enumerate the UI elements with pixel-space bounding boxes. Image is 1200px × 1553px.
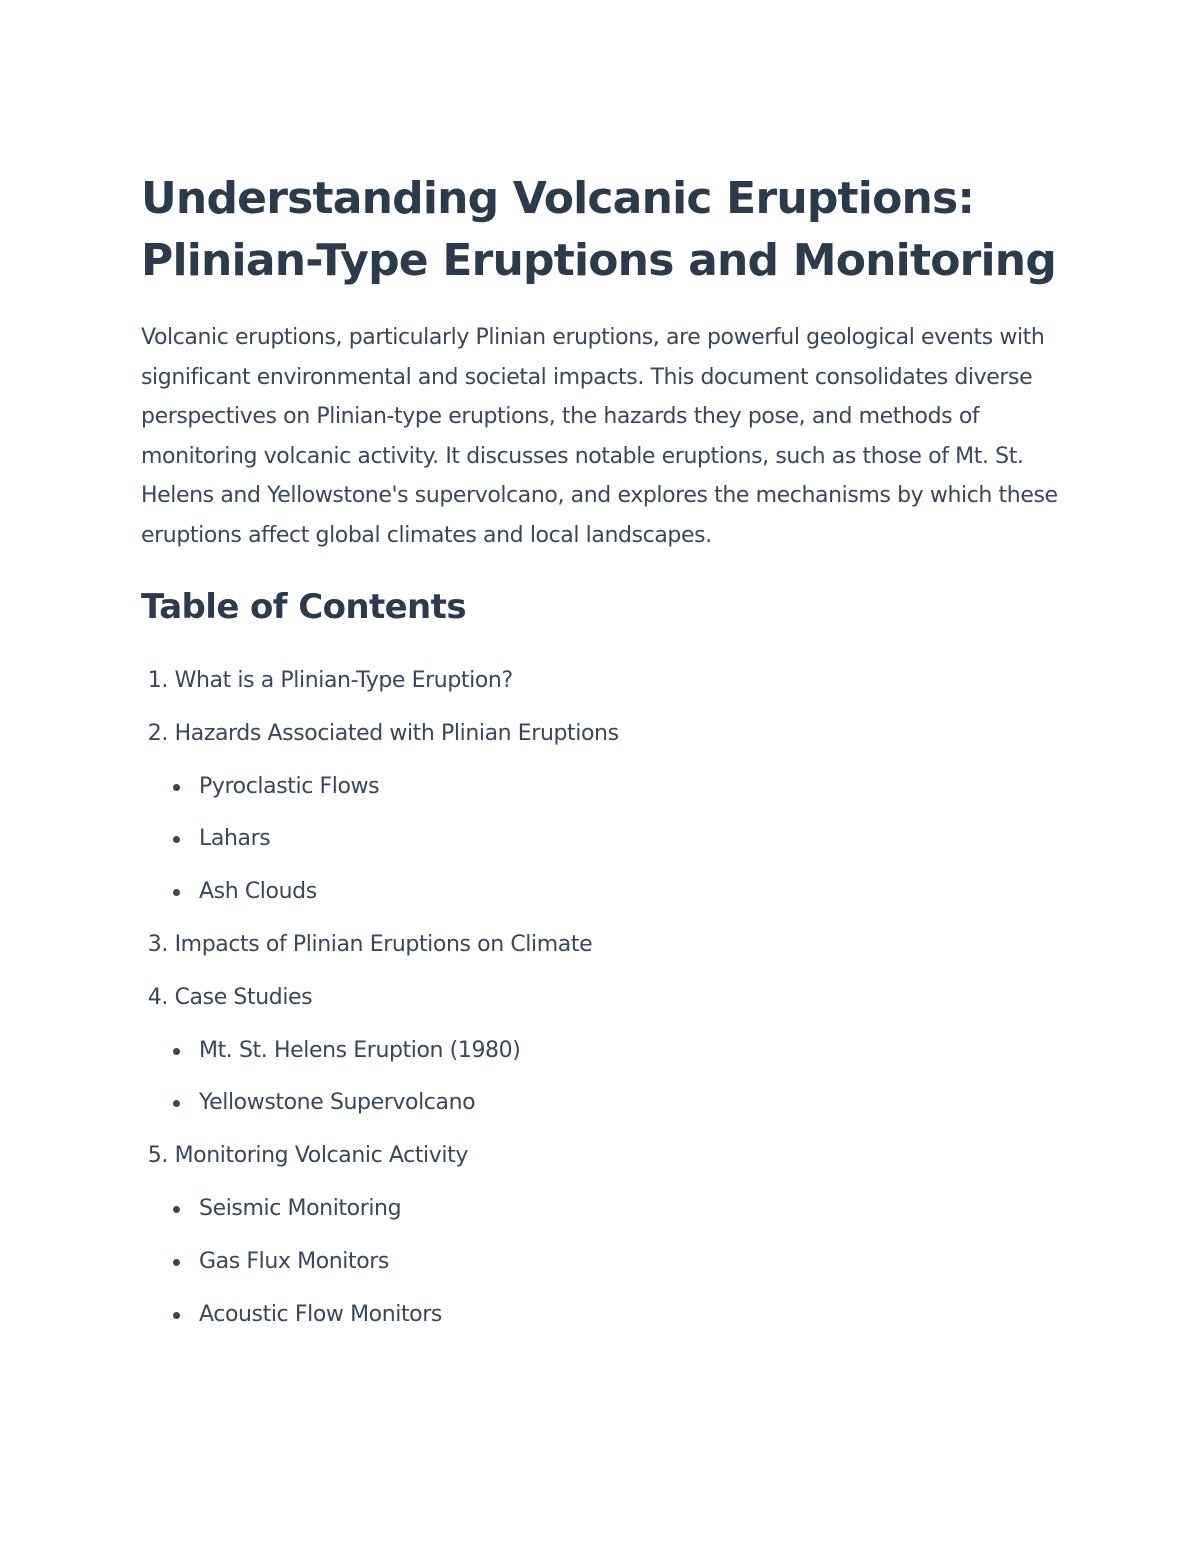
bullet-icon <box>173 1206 180 1213</box>
toc-subitem-label: Acoustic Flow Monitors <box>199 1301 442 1327</box>
toc-item <box>141 708 1071 919</box>
toc-sublist <box>141 1025 1071 1131</box>
toc-subitem-label: Lahars <box>199 826 271 852</box>
bullet-icon <box>173 1048 180 1055</box>
toc-subitem-label: Mt. St. Helens Eruption (1980) <box>199 1037 521 1063</box>
toc-item-label: What is a Plinian-Type Eruption? <box>174 668 513 693</box>
toc-item-number: 4. <box>147 984 168 1010</box>
bullet-icon <box>173 1312 180 1319</box>
bullet-icon <box>173 1100 180 1107</box>
toc-subitem <box>141 1025 1071 1078</box>
toc-item <box>141 919 1071 972</box>
toc-subitem <box>141 1289 1071 1342</box>
toc-subitem-label: Pyroclastic Flows <box>199 773 380 799</box>
toc-item-number: 3. <box>147 931 168 957</box>
toc-subitem-label: Seismic Monitoring <box>199 1195 402 1221</box>
toc-subitem <box>141 813 1071 866</box>
toc-item-number: 2. <box>147 720 168 746</box>
title-line-2: Plinian-Type Eruptions and Monitoring <box>141 235 1057 286</box>
toc-subitem-label: Yellowstone Supervolcano <box>199 1090 476 1116</box>
toc-item <box>141 972 1071 1130</box>
toc-item-label: Hazards Associated with Plinian Eruptions <box>174 720 619 746</box>
toc-subitem <box>141 1236 1071 1289</box>
toc-item <box>141 1130 1071 1341</box>
table-of-contents <box>141 655 1071 1341</box>
toc-item-label: Impacts of Plinian Eruptions on Climate <box>174 931 593 957</box>
title-line-1: Understanding Volcanic Eruptions: <box>141 173 975 224</box>
bullet-icon <box>173 1259 180 1266</box>
document-title <box>141 168 1071 292</box>
bullet-icon <box>173 889 180 896</box>
toc-subitem <box>141 1077 1071 1130</box>
toc-heading: Table of Contents <box>141 587 466 627</box>
toc-subitem-label: Ash Clouds <box>199 879 317 905</box>
toc-subitem <box>141 1183 1071 1236</box>
toc-item-label: Monitoring Volcanic Activity <box>174 1143 468 1169</box>
toc-item-number: 1. <box>147 668 168 693</box>
document-page <box>141 168 1071 1341</box>
toc-subitem-label: Gas Flux Monitors <box>199 1248 389 1274</box>
toc-item <box>141 655 1071 708</box>
bullet-icon <box>173 784 180 791</box>
toc-subitem <box>141 866 1071 919</box>
toc-sublist <box>141 761 1071 919</box>
toc-sublist <box>141 1183 1071 1341</box>
toc-item-number: 5. <box>147 1143 168 1169</box>
toc-item-label: Case Studies <box>174 984 313 1010</box>
toc-subitem <box>141 761 1071 814</box>
intro-paragraph: Volcanic eruptions, particularly Plinian eruptions, are powerful geological events with significant environmental and societal impacts. This document consolidates diverse perspectives on Plinian-type eruptions, the hazards they pose, and methods of monitoring volcanic activity. It discusses notable eruptions, such as those of Mt. St. Helens and Yellowstone's supervolcano, and explores the mechanisms by which these eruptions affect global climates and local landscapes. <box>141 325 1058 548</box>
bullet-icon <box>173 836 180 843</box>
